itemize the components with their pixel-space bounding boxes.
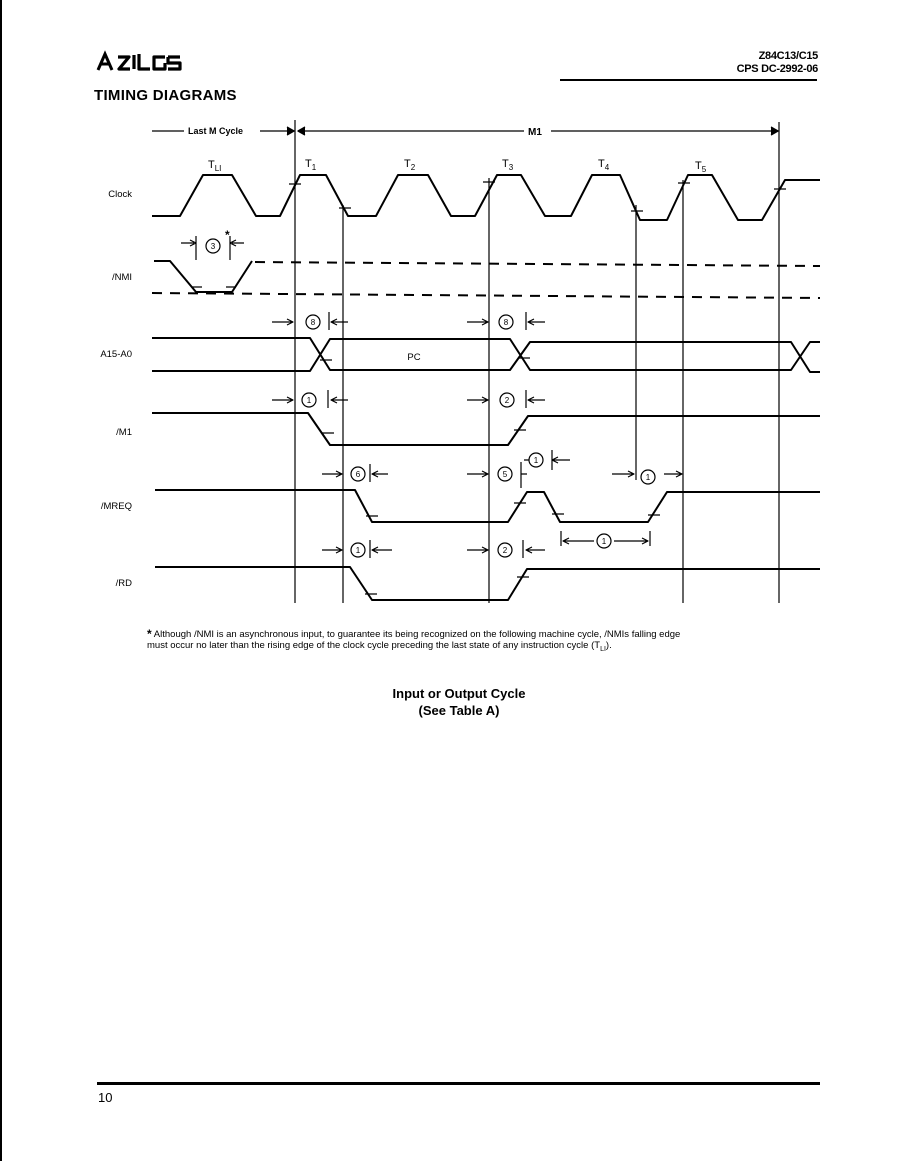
signal-clock-label: Clock [108, 189, 132, 200]
param-rd-a-label: 1 [355, 546, 361, 555]
page-number: 10 [98, 1090, 113, 1105]
state-t4: $T_4$ [598, 158, 610, 172]
parameter-markers [181, 236, 682, 558]
param-addr-a-label: 8 [310, 318, 316, 327]
m1-waveform [152, 413, 820, 445]
footnote [147, 629, 767, 655]
nmi-star-marker: * [225, 228, 230, 242]
mreq-waveform [155, 490, 820, 522]
last-m-cycle-label: Last M Cycle [188, 126, 244, 136]
param-m1-a-label: 1 [306, 396, 312, 405]
section-title: TIMING DIAGRAMS [94, 87, 237, 104]
footnote-line-2: must occur no later than the rising edge of the clock cycle preceding the last state of any instruction cycle $(T_{LI})$. [147, 640, 612, 653]
state-t3: $T_3$ [502, 158, 514, 172]
signal-mreq-label: /MREQ [100, 501, 132, 512]
footnote-line-1: * Although /NMI is an asynchronous input, to guarantee its being recognized on the following machine cycle, /NMIs falling edge [147, 627, 681, 641]
nmi-waveform [154, 261, 252, 292]
signal-address-label: A15-A0 [100, 349, 132, 360]
m1-cycle-label: M1 [528, 127, 542, 138]
doc-number: CPS DC-2992-06 [736, 63, 818, 75]
state-tli: $T_{LI}$ [208, 159, 222, 173]
part-number: Z84C13/C15 [758, 50, 818, 62]
caption-line-2: (See Table A) [418, 703, 500, 718]
param-m1-b-label: 2 [504, 396, 510, 405]
figure-caption [0, 685, 918, 719]
param-mreq-c-label: 1 [533, 456, 539, 465]
param-mreq-a-label: 6 [355, 470, 361, 479]
nmi-dashed-lines [152, 262, 820, 298]
address-bus-value: PC [407, 352, 421, 363]
signal-rd-label: /RD [115, 578, 132, 589]
state-t5: $T_5$ [695, 160, 707, 174]
param-mreq-b-label: 5 [502, 470, 508, 479]
param-mreq-d-label: 1 [645, 473, 651, 482]
state-t2: $T_2$ [404, 158, 416, 172]
param-rd-b-label: 2 [502, 546, 508, 555]
footer-rule [97, 1082, 820, 1085]
parameter-circles [206, 239, 655, 557]
caption-line-1: Input or Output Cycle [392, 686, 526, 701]
signal-nmi-label: /NMI [111, 272, 132, 283]
signal-m1-label: /M1 [116, 427, 132, 438]
param-addr-b-label: 8 [503, 318, 509, 327]
rd-waveform [155, 567, 820, 600]
state-t1: $T_1$ [305, 158, 317, 172]
param-mreq-width-label: 1 [601, 537, 607, 546]
footnote-star: * [147, 627, 152, 641]
address-bus-waveform [152, 338, 820, 372]
reference-lines [295, 120, 779, 603]
param-nmi-label: 3 [210, 242, 216, 251]
cycle-span-arrows [152, 127, 778, 135]
